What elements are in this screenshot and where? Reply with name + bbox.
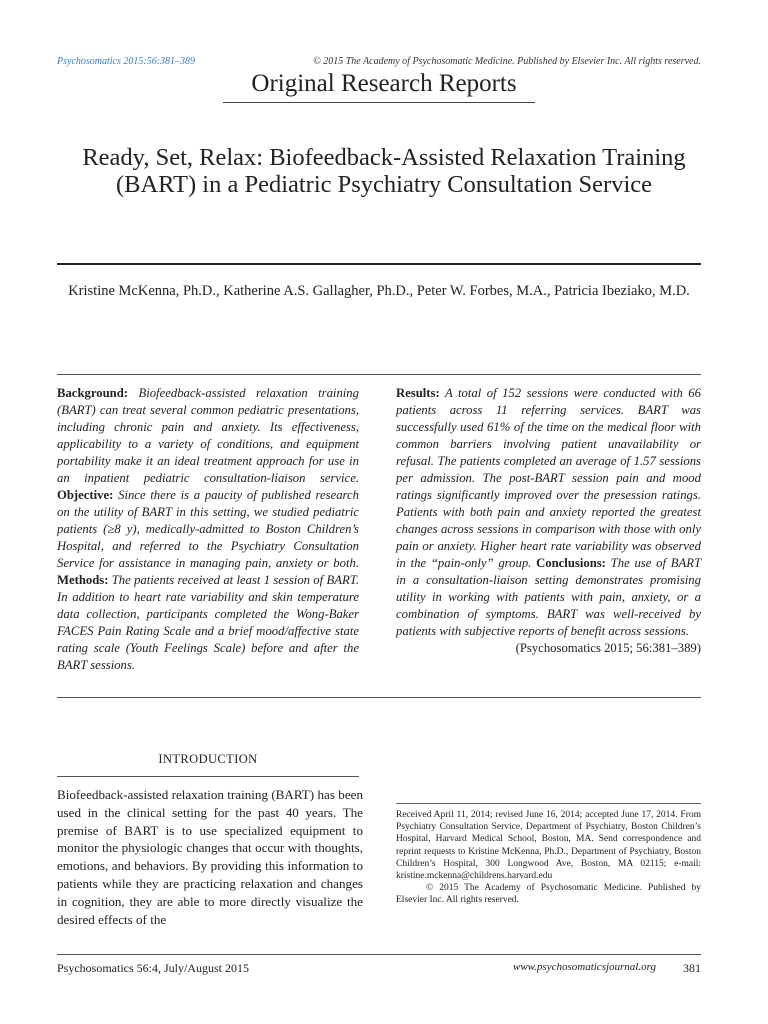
results-text: A total of 152 sessions were conducted with 66 patients across 11 referring services. BART was successfully used 61% of the time on the medical floor with common barriers involving patient unavailability or refusal. The patients completed an average of 1.57 sessions per admission. The post-BART session pain and mood ratings significantly improved over the presession ratings. Patients with both pain and anxiety reported the greatest changes across sessions in comparison with those with only pain or anxiety. Higher heart rate variability was observed in the “pain-only” group. — [396, 386, 701, 570]
abstract-citation: (Psychosomatics 2015; 56:381–389) — [515, 641, 701, 655]
section-title: Original Research Reports — [251, 70, 517, 97]
background-label: Background: — [57, 386, 128, 400]
article-title: Ready, Set, Relax: Biofeedback-Assisted Relaxation Training (BART) in a Pediatric Psychiatry Consultation Service — [82, 144, 686, 198]
footnote-history: Received April 11, 2014; revised June 16, 2014; accepted June 17, 2014. From Psychiatry Consultation Service, Department of Psychiatry, Boston Children’s Hospital, Harvard Medical School, Boston, MA. Send correspondence and reprint requests to Kristine McKenna, Ph.D., Department of Psychiatry, Boston Children’s Hospital, 300 Longwood Ave, Boston, MA 02115; e-mail: kristine.mckenna@childrens.harvard.edu — [396, 810, 701, 882]
abstract-bottom-divider — [57, 697, 701, 698]
introduction-heading: INTRODUCTION — [158, 752, 258, 766]
conclusions-label: Conclusions: — [536, 556, 606, 570]
abstract-left-column — [57, 385, 359, 674]
objective-label: Objective: — [57, 488, 114, 502]
footnote-divider — [396, 803, 701, 804]
abstract-top-divider — [57, 374, 701, 375]
title-divider — [57, 263, 701, 265]
objective-text: Since there is a paucity of published research on the utility of BART in this setting, we studied pediatric patients (≥8 y), medically-admitted to Boston Children’s Hospital, and referred to the Psychiatry Consultation Service for assistance in managing pain, anxiety or both. — [57, 488, 359, 570]
section-title-underline — [223, 102, 535, 103]
footnote-copyright: © 2015 The Academy of Psychosomatic Medicine. Published by Elsevier Inc. All rights reserved. — [396, 883, 701, 906]
article-footnote — [396, 809, 701, 907]
introduction-body: Biofeedback-assisted relaxation training (BART) has been used in the clinical setting for the past 40 years. The premise of BART is to use specialized equipment to monitor the physiologic changes that occur with thoughts, emotions, and behaviors. By providing this information to patients while they are practicing relaxation and changes in cognition, they are able to more directly visualize the desired effects of the — [57, 787, 363, 927]
journal-citation: Psychosomatics 2015:56:381–389 — [57, 56, 196, 67]
author-list: Kristine McKenna, Ph.D., Katherine A.S. Gallagher, Ph.D., Peter W. Forbes, M.A., Patricia Ibeziako, M.D. — [68, 283, 690, 299]
conclusions-text: The use of BART in a consultation-liaison setting demonstrates promising utility in working with patients with pain, anxiety, or a combination of symptoms. BART was well-received by patients with subjective reports of benefit across sessions. — [396, 556, 702, 638]
journal-website-link[interactable]: www.psychosomaticsjournal.org — [512, 961, 656, 973]
footer-journal-issue: Psychosomatics 56:4, July/August 2015 — [57, 961, 250, 975]
introduction-divider — [57, 776, 359, 777]
footer-divider — [57, 954, 701, 955]
background-text: Biofeedback-assisted relaxation training (BART) can treat several common pediatric presentations, including chronic pain and anxiety. Its effectiveness, applicability to a variety of conditions, and equipment portability make it an ideal treatment approach for use in an inpatient pediatric consultation-liaison service. — [57, 386, 359, 485]
copyright-notice: © 2015 The Academy of Psychosomatic Medicine. Published by Elsevier Inc. All rights reserved. — [313, 56, 701, 67]
abstract-right-column — [396, 385, 701, 657]
methods-label: Methods: — [57, 573, 109, 587]
results-label: Results: — [396, 386, 440, 400]
page-number: 381 — [683, 961, 701, 975]
methods-text: The patients received at least 1 session of BART. In addition to heart rate variability and skin temperature data collection, participants completed the Wong-Baker FACES Pain Rating Scale and a brief mood/affective state rating scale (Youth Feelings Scale) before and after the BART sessions. — [57, 573, 360, 672]
